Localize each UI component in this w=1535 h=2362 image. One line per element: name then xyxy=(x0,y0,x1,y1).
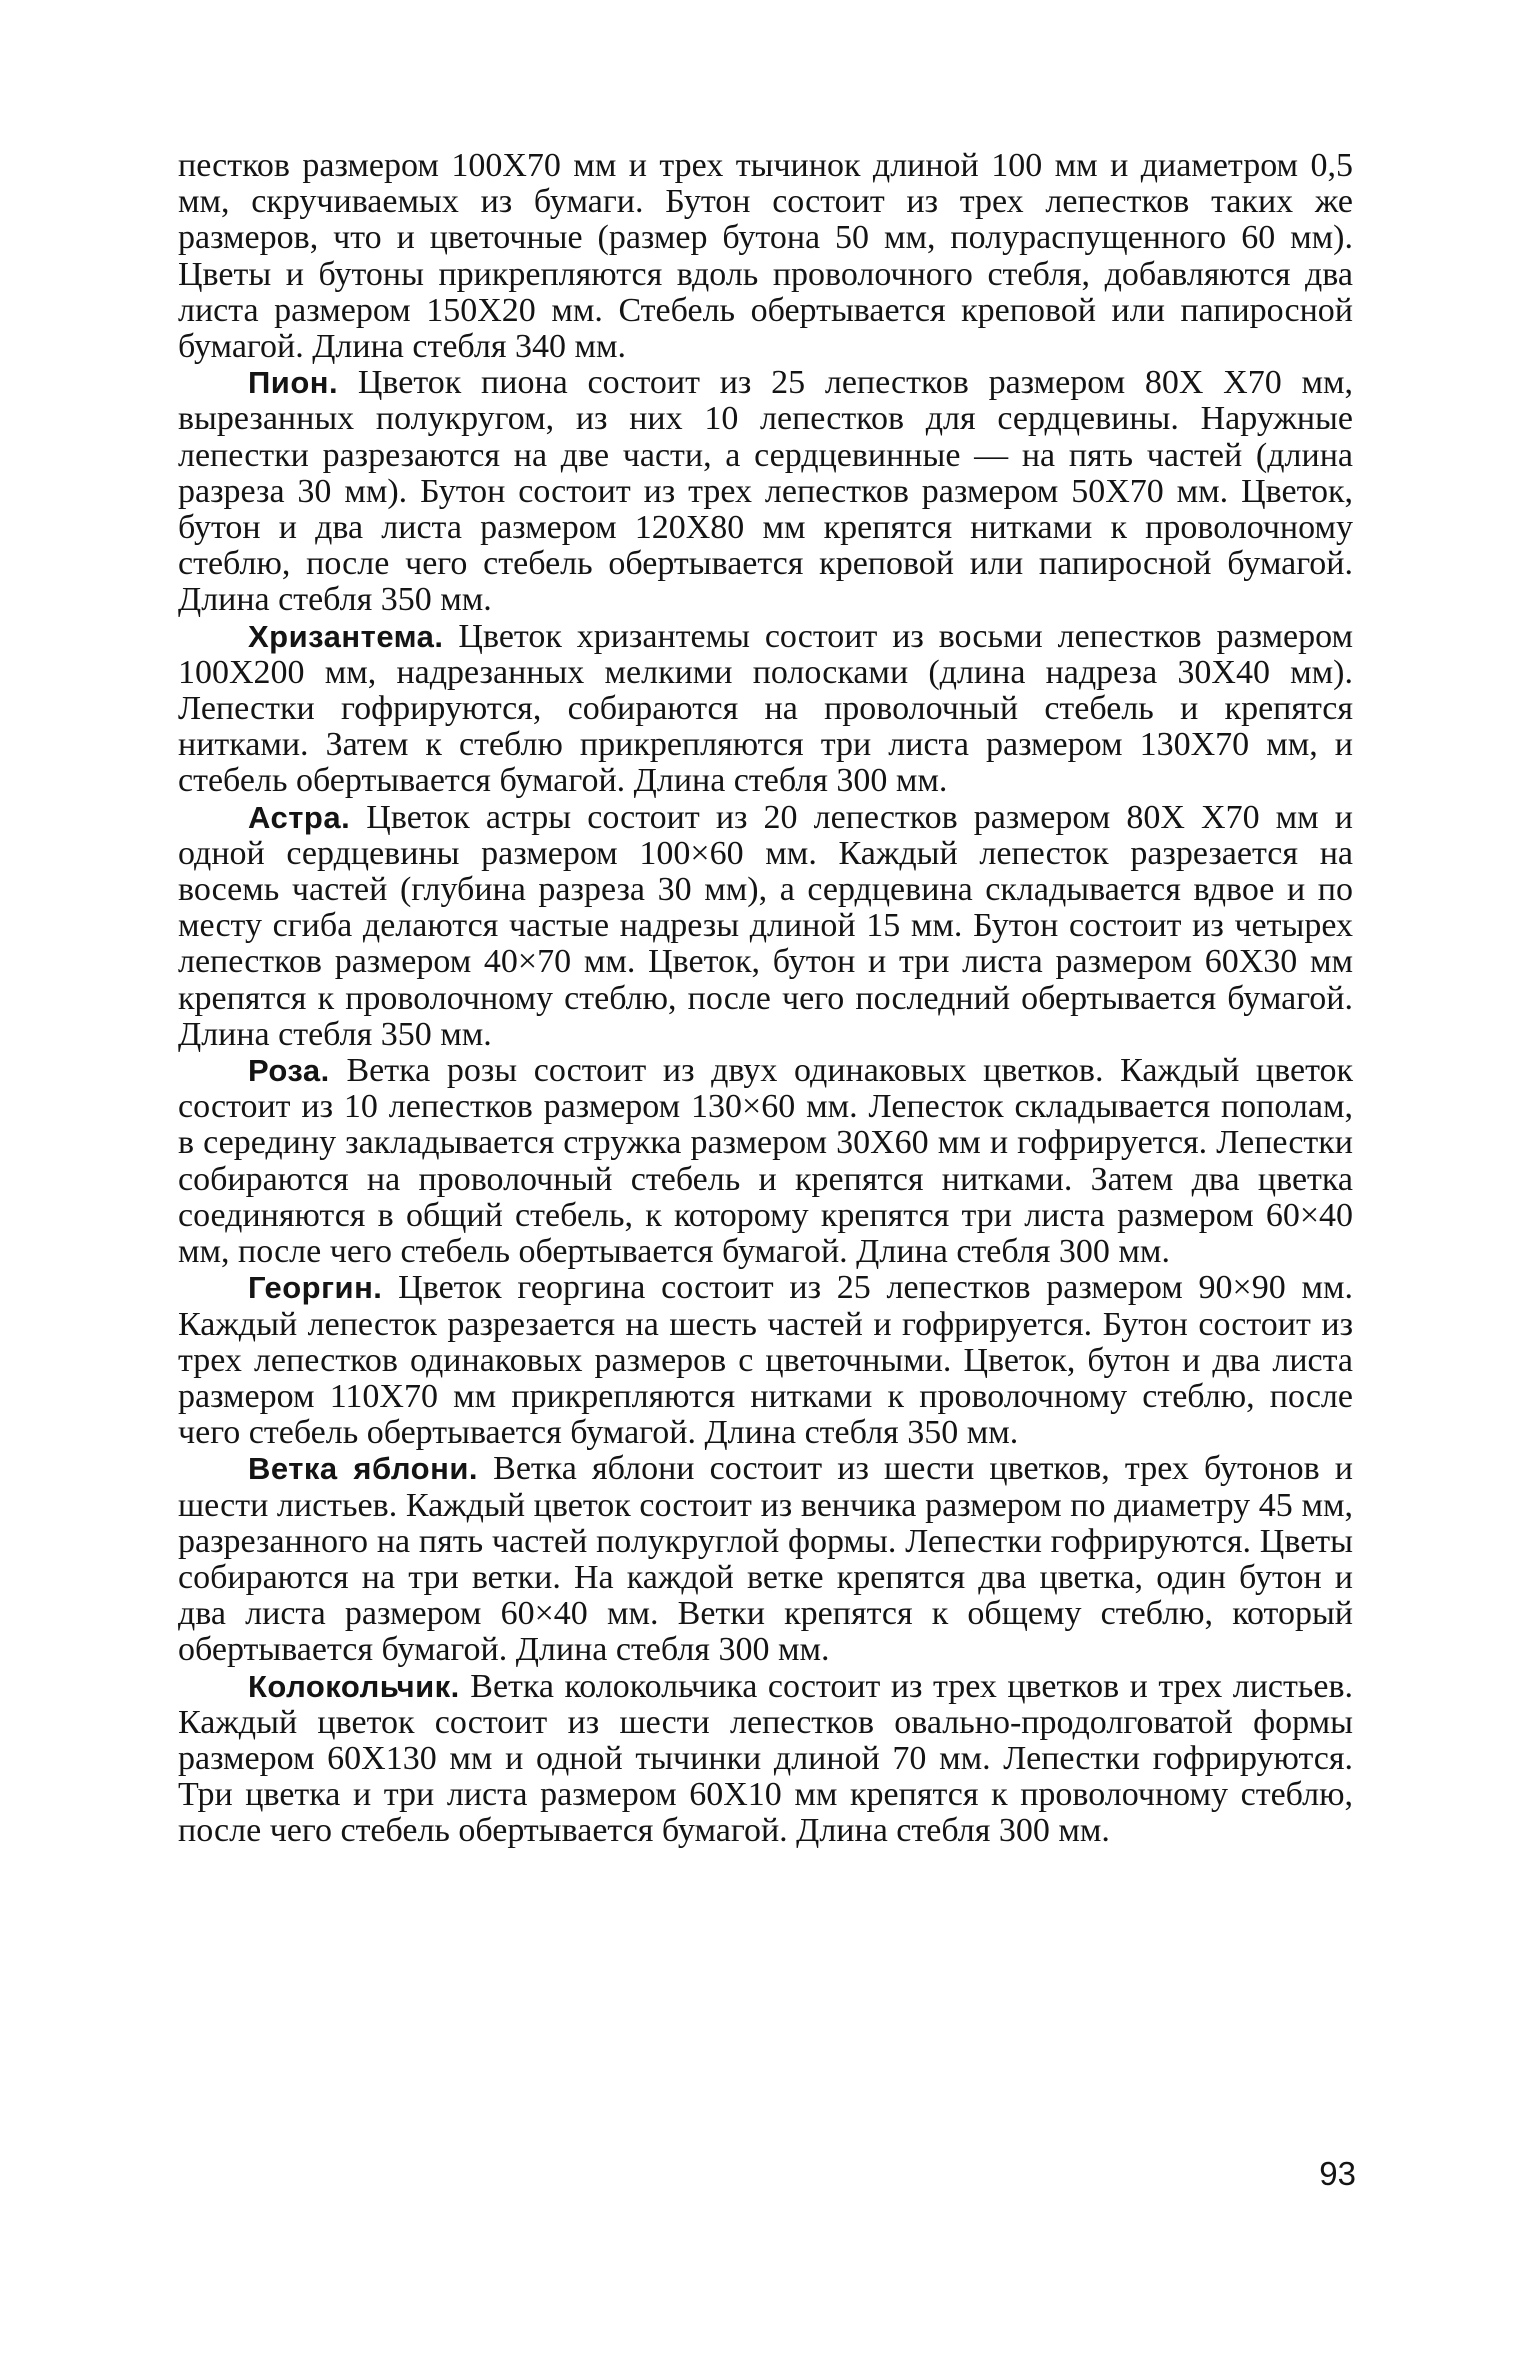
page-number: 93 xyxy=(1319,2155,1356,2192)
term-rose: Роза. xyxy=(248,1053,330,1089)
paragraph-apple-branch xyxy=(178,1451,1353,1668)
paragraph-rose xyxy=(178,1053,1353,1270)
page-body xyxy=(178,148,1353,1850)
intro-paragraph: пестков размером 100Х70 мм и трех тычинок длиной 100 мм и диаметром 0,5 мм, скручиваемых из бумаги. Бутон состоит из трех лепестков таких же размеров, что и цветочные (размер бутона 50 мм, полураспущенного 60 мм). Цветы и бутоны прикрепляются вдоль проволочного стебля, добавляются два листа размером 150Х20 мм. Стебель обертывается креповой или папиросной бумагой. Длина стебля 340 мм. xyxy=(178,147,1353,366)
text-dahlia: Цветок георгина состоит из 25 лепестков размером 90×90 мм. Каждый лепесток разрезается на шесть частей и гофрируется. Бутон состоит из трех лепестков одинаковых размеров с цветочными. Цветок, бутон и два листа размером 110Х70 мм прикрепляются нитками к проволочному стеблю, после чего стебель обертывается бумагой. Длина стебля 350 мм. xyxy=(178,1269,1353,1452)
text-aster: Цветок астры состоит из 20 лепестков размером 80Х Х70 мм и одной сердцевины размером 100×60 мм. Каждый лепесток разрезается на восемь частей (глубина разреза 30 мм), а сердцевина складывается вдвое и по месту сгиба делаются частые надрезы длиной 15 мм. Бутон состоит из четырех лепестков размером 40×70 мм. Цветок, бутон и три листа размером 60Х30 мм крепятся к проволочному стеблю, после чего последний обертывается бумагой. Длина стебля 350 мм. xyxy=(178,798,1353,1053)
term-chrysanthemum: Хризантема. xyxy=(248,618,444,654)
paragraph-chrysanthemum xyxy=(178,619,1353,800)
paragraph-bellflower xyxy=(178,1669,1353,1850)
term-bellflower: Колокольчик. xyxy=(248,1668,460,1704)
text-chrysanthemum: Цветок хризантемы состоит из восьми лепестков размером 100Х200 мм, надрезанных мелкими полосками (длина надреза 30Х40 мм). Лепестки гофрируются, собираются на проволочный стебель и крепятся нитками. Затем к стеблю прикрепляются три листа размером 130Х70 мм, и стебель обертывается бумагой. Длина стебля 300 мм. xyxy=(178,617,1353,800)
term-dahlia: Георгин. xyxy=(248,1270,383,1306)
text-rose: Ветка розы состоит из двух одинаковых цветков. Каждый цветок состоит из 10 лепестков размером 130×60 мм. Лепесток складывается пополам, в середину закладывается стружка размером 30Х60 мм и гофрируется. Лепестки собираются на проволочный стебель и крепятся нитками. Затем два цветка соединяются в общий стебель, к которому крепятся три листа размером 60×40 мм, после чего стебель обертывается бумагой. Длина стебля 300 мм. xyxy=(178,1052,1353,1271)
paragraph-aster xyxy=(178,800,1353,1053)
term-peony: Пион. xyxy=(248,365,339,401)
text-apple-branch: Ветка яблони состоит из шести цветков, трех бутонов и шести листьев. Каждый цветок состоит из венчика размером по диаметру 45 мм, разрезанного на пять частей полукруглой формы. Лепестки гофрируются. Цветы собираются на три ветки. На каждой ветке крепятся два цветка, один бутон и два листа размером 60×40 мм. Ветки крепятся к общему стеблю, который обертывается бумагой. Длина стебля 300 мм. xyxy=(178,1450,1353,1669)
text-bellflower: Ветка колокольчика состоит из трех цветков и трех листьев. Каждый цветок состоит из шести лепестков овально-продолговатой формы размером 60Х130 мм и одной тычинки длиной 70 мм. Лепестки гофрируются. Три цветка и три листа размером 60Х10 мм крепятся к проволочному стеблю, после чего стебель обертывается бумагой. Длина стебля 300 мм. xyxy=(178,1667,1353,1850)
paragraph-dahlia xyxy=(178,1270,1353,1451)
term-apple-branch: Ветка яблони. xyxy=(248,1451,478,1487)
term-aster: Астра. xyxy=(248,799,351,835)
paragraph-peony xyxy=(178,365,1353,618)
text-peony: Цветок пиона состоит из 25 лепестков размером 80Х Х70 мм, вырезанных полукругом, из них 10 лепестков для сердцевины. Наружные лепестки разрезаются на две части, а сердцевинные — на пять частей (длина разреза 30 мм). Бутон состоит из трех лепестков размером 50Х70 мм. Цветок, бутон и два листа размером 120Х80 мм крепятся нитками к проволочному стеблю, после чего стебель обертывается креповой или папиросной бумагой. Длина стебля 350 мм. xyxy=(178,364,1353,619)
